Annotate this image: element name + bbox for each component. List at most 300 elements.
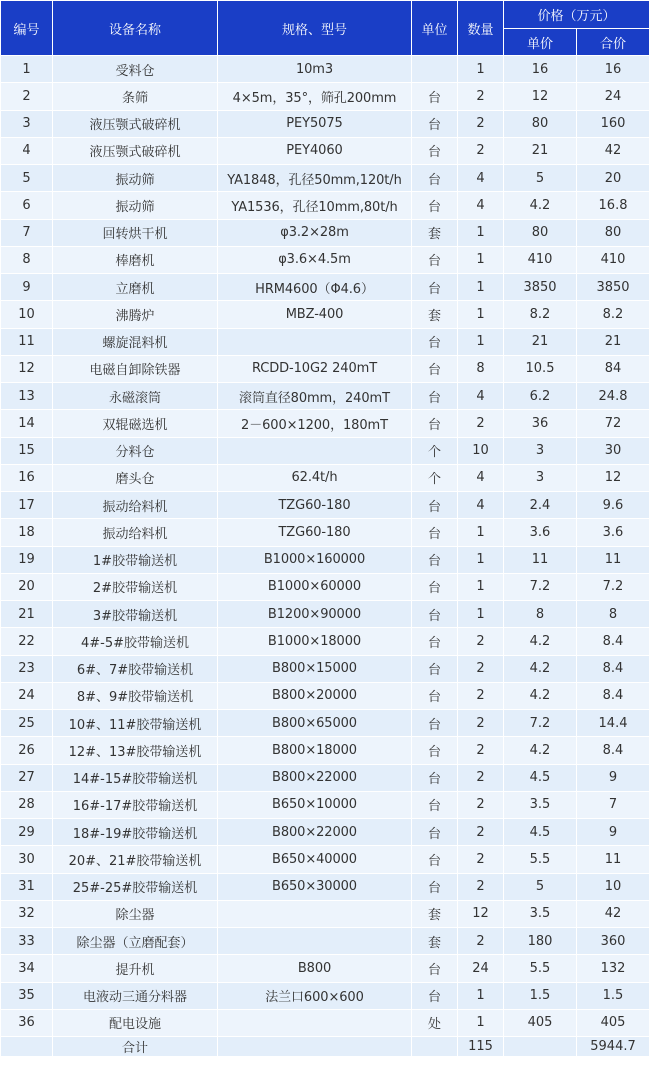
cell-unit-price: 180 [504,928,577,955]
cell-name: 沸腾炉 [53,301,218,328]
cell-unit-price: 410 [504,246,577,273]
cell-total-price: 8 [577,601,649,628]
cell-spec: PEY5075 [218,110,412,137]
cell-qty: 2 [458,846,504,873]
cell-total-price: 14.4 [577,710,649,737]
cell-unit-price: 1.5 [504,982,577,1009]
cell-no: 21 [1,601,53,628]
table-row [1,601,649,628]
cell-unit-price: 21 [504,328,577,355]
cell-name: 2#胶带输送机 [53,573,218,600]
cell-unit-price: 10.5 [504,355,577,382]
cell-qty: 4 [458,383,504,410]
cell-no: 11 [1,328,53,355]
table-row [1,737,649,764]
cell-no: 8 [1,246,53,273]
cell-qty: 2 [458,928,504,955]
total-row [1,1037,649,1057]
cell-unit: 台 [412,546,458,573]
table-row [1,492,649,519]
cell-qty: 1 [458,219,504,246]
cell-unit-price: 6.2 [504,383,577,410]
cell-qty: 1 [458,601,504,628]
table-row [1,464,649,491]
table-row [1,246,649,273]
cell-unit: 台 [412,137,458,164]
total-label: 合计 [53,1037,218,1057]
cell-unit: 台 [412,165,458,192]
cell-qty: 2 [458,737,504,764]
cell-total-price: 42 [577,900,649,927]
table-row [1,710,649,737]
cell-no: 29 [1,819,53,846]
cell-total-price: 72 [577,410,649,437]
cell-qty: 12 [458,900,504,927]
cell-no: 34 [1,955,53,982]
cell-total-price: 8.4 [577,628,649,655]
cell-total-price: 24.8 [577,383,649,410]
cell-qty: 2 [458,628,504,655]
cell-spec: B1000×18000 [218,628,412,655]
cell-unit: 台 [412,846,458,873]
table-row [1,955,649,982]
cell-no: 27 [1,764,53,791]
header-qty: 数量 [458,1,504,56]
cell-qty: 1 [458,982,504,1009]
cell-total-price: 42 [577,137,649,164]
cell-unit: 台 [412,355,458,382]
cell-spec: B800×18000 [218,737,412,764]
cell-no: 32 [1,900,53,927]
cell-name: 16#-17#胶带输送机 [53,791,218,818]
cell-spec: TZG60-180 [218,519,412,546]
cell-unit-price: 3850 [504,274,577,301]
cell-name: 20#、21#胶带输送机 [53,846,218,873]
cell-unit-price: 5 [504,165,577,192]
total-spec-cell [218,1037,412,1057]
cell-unit: 个 [412,464,458,491]
total-no-cell [1,1037,53,1057]
cell-qty: 2 [458,655,504,682]
cell-spec [218,437,412,464]
cell-unit: 套 [412,900,458,927]
cell-name: 电液动三通分料器 [53,982,218,1009]
cell-unit: 套 [412,928,458,955]
cell-no: 19 [1,546,53,573]
cell-name: 双辊磁选机 [53,410,218,437]
cell-qty: 4 [458,464,504,491]
table-row [1,192,649,219]
cell-unit-price: 4.2 [504,737,577,764]
cell-name: 条筛 [53,83,218,110]
cell-unit-price: 16 [504,56,577,83]
cell-unit-price: 12 [504,83,577,110]
cell-total-price: 3.6 [577,519,649,546]
cell-unit [412,56,458,83]
cell-unit: 台 [412,601,458,628]
cell-no: 23 [1,655,53,682]
cell-name: 12#、13#胶带输送机 [53,737,218,764]
cell-spec: B800×15000 [218,655,412,682]
cell-name: 分料仓 [53,437,218,464]
cell-qty: 4 [458,165,504,192]
cell-unit: 台 [412,492,458,519]
cell-qty: 1 [458,519,504,546]
cell-name: 4#-5#胶带输送机 [53,628,218,655]
table-row [1,137,649,164]
table-row [1,83,649,110]
table-row [1,819,649,846]
cell-no: 5 [1,165,53,192]
cell-no: 2 [1,83,53,110]
cell-name: 振动筛 [53,192,218,219]
cell-total-price: 8.2 [577,301,649,328]
cell-unit: 台 [412,110,458,137]
cell-name: 10#、11#胶带输送机 [53,710,218,737]
cell-unit: 台 [412,83,458,110]
cell-qty: 24 [458,955,504,982]
cell-spec: TZG60-180 [218,492,412,519]
cell-no: 33 [1,928,53,955]
cell-total-price: 405 [577,1009,649,1036]
cell-total-price: 21 [577,328,649,355]
cell-no: 30 [1,846,53,873]
cell-qty: 10 [458,437,504,464]
cell-unit: 台 [412,383,458,410]
table-row [1,873,649,900]
cell-name: 回转烘干机 [53,219,218,246]
cell-unit: 台 [412,328,458,355]
cell-unit: 台 [412,655,458,682]
header-price: 价格（万元） [504,1,649,29]
cell-no: 10 [1,301,53,328]
cell-unit-price: 405 [504,1009,577,1036]
cell-total-price: 360 [577,928,649,955]
table-row [1,982,649,1009]
cell-qty: 2 [458,410,504,437]
header-name: 设备名称 [53,1,218,56]
cell-unit-price: 3.5 [504,791,577,818]
cell-unit-price: 4.2 [504,655,577,682]
cell-name: 振动给料机 [53,519,218,546]
cell-qty: 2 [458,764,504,791]
cell-no: 4 [1,137,53,164]
cell-unit-price: 36 [504,410,577,437]
cell-no: 17 [1,492,53,519]
cell-qty: 8 [458,355,504,382]
cell-no: 13 [1,383,53,410]
cell-name: 8#、9#胶带输送机 [53,682,218,709]
cell-total-price: 84 [577,355,649,382]
cell-spec: B1000×160000 [218,546,412,573]
header-spec: 规格、型号 [218,1,412,56]
cell-no: 28 [1,791,53,818]
table-row [1,519,649,546]
cell-name: 液压颚式破碎机 [53,137,218,164]
cell-spec: 滚筒直径80mm，240mT [218,383,412,410]
cell-qty: 1 [458,1009,504,1036]
cell-unit-price: 3.6 [504,519,577,546]
cell-spec: MBZ-400 [218,301,412,328]
cell-total-price: 3850 [577,274,649,301]
table-row [1,274,649,301]
cell-unit-price: 8.2 [504,301,577,328]
table-row [1,764,649,791]
cell-unit-price: 4.2 [504,682,577,709]
cell-total-price: 8.4 [577,655,649,682]
cell-unit-price: 4.2 [504,628,577,655]
cell-spec: 10m3 [218,56,412,83]
cell-name: 立磨机 [53,274,218,301]
cell-unit-price: 80 [504,110,577,137]
cell-name: 配电设施 [53,1009,218,1036]
table-row [1,437,649,464]
cell-total-price: 7 [577,791,649,818]
cell-total-price: 11 [577,846,649,873]
cell-spec: 4×5m，35°，筛孔200mm [218,83,412,110]
table-row [1,219,649,246]
cell-unit: 处 [412,1009,458,1036]
cell-no: 24 [1,682,53,709]
cell-unit: 台 [412,710,458,737]
cell-unit-price: 2.4 [504,492,577,519]
cell-total-price: 9.6 [577,492,649,519]
cell-unit-price: 11 [504,546,577,573]
table-row [1,328,649,355]
cell-no: 22 [1,628,53,655]
cell-unit-price: 3.5 [504,900,577,927]
cell-unit: 套 [412,219,458,246]
cell-total-price: 7.2 [577,573,649,600]
cell-spec: PEY4060 [218,137,412,164]
cell-unit: 台 [412,246,458,273]
cell-no: 7 [1,219,53,246]
cell-total-price: 410 [577,246,649,273]
table-row [1,355,649,382]
cell-unit-price: 80 [504,219,577,246]
cell-unit-price: 4.5 [504,819,577,846]
header-unit: 单位 [412,1,458,56]
cell-no: 9 [1,274,53,301]
cell-unit-price: 5 [504,873,577,900]
cell-no: 12 [1,355,53,382]
cell-name: 螺旋混料机 [53,328,218,355]
cell-spec: φ3.6×4.5m [218,246,412,273]
cell-spec: 2－600×1200，180mT [218,410,412,437]
cell-total-price: 9 [577,819,649,846]
cell-unit-price: 5.5 [504,846,577,873]
cell-no: 3 [1,110,53,137]
cell-unit-price: 3 [504,464,577,491]
cell-spec: B1200×90000 [218,601,412,628]
cell-spec: B800×65000 [218,710,412,737]
header-total-price: 合价 [577,29,649,56]
cell-name: 受料仓 [53,56,218,83]
cell-unit: 台 [412,573,458,600]
header-unit-price: 单价 [504,29,577,56]
cell-unit: 台 [412,873,458,900]
cell-spec: B650×10000 [218,791,412,818]
cell-qty: 2 [458,682,504,709]
cell-total-price: 80 [577,219,649,246]
cell-no: 16 [1,464,53,491]
cell-spec [218,1009,412,1036]
table-row [1,1009,649,1036]
cell-qty: 1 [458,301,504,328]
cell-qty: 4 [458,492,504,519]
cell-qty: 2 [458,819,504,846]
cell-unit: 个 [412,437,458,464]
cell-total-price: 9 [577,764,649,791]
cell-name: 液压颚式破碎机 [53,110,218,137]
cell-unit-price: 3 [504,437,577,464]
total-unit-price-cell [504,1037,577,1057]
cell-unit: 台 [412,819,458,846]
cell-qty: 2 [458,710,504,737]
cell-name: 3#胶带输送机 [53,601,218,628]
cell-unit: 套 [412,301,458,328]
cell-unit: 台 [412,628,458,655]
table-row [1,165,649,192]
table-row [1,928,649,955]
cell-unit: 台 [412,519,458,546]
cell-qty: 2 [458,137,504,164]
table-row [1,410,649,437]
cell-qty: 1 [458,246,504,273]
cell-spec: 法兰口600×600 [218,982,412,1009]
total-unit-cell [412,1037,458,1057]
cell-spec [218,328,412,355]
table-row [1,110,649,137]
table-row [1,573,649,600]
table-row [1,301,649,328]
cell-unit-price: 5.5 [504,955,577,982]
cell-spec [218,900,412,927]
cell-name: 14#-15#胶带输送机 [53,764,218,791]
table-row [1,900,649,927]
cell-no: 14 [1,410,53,437]
table-body [1,56,649,1037]
cell-spec: RCDD-10G2 240mT [218,355,412,382]
cell-spec: B800×20000 [218,682,412,709]
table-row [1,546,649,573]
cell-no: 35 [1,982,53,1009]
cell-total-price: 12 [577,464,649,491]
cell-spec: B1000×60000 [218,573,412,600]
cell-total-price: 16 [577,56,649,83]
cell-no: 36 [1,1009,53,1036]
cell-no: 15 [1,437,53,464]
table-row [1,655,649,682]
cell-no: 20 [1,573,53,600]
cell-unit: 台 [412,791,458,818]
cell-no: 6 [1,192,53,219]
cell-qty: 2 [458,110,504,137]
cell-total-price: 10 [577,873,649,900]
table-row [1,791,649,818]
cell-unit-price: 7.2 [504,710,577,737]
cell-total-price: 160 [577,110,649,137]
cell-qty: 2 [458,791,504,818]
table-row [1,383,649,410]
cell-no: 18 [1,519,53,546]
cell-unit: 台 [412,955,458,982]
cell-total-price: 8.4 [577,737,649,764]
cell-total-price: 8.4 [577,682,649,709]
cell-spec: B800×22000 [218,764,412,791]
cell-unit-price: 4.5 [504,764,577,791]
cell-no: 1 [1,56,53,83]
cell-total-price: 11 [577,546,649,573]
cell-spec: B650×30000 [218,873,412,900]
cell-total-price: 16.8 [577,192,649,219]
cell-no: 26 [1,737,53,764]
cell-spec: 62.4t/h [218,464,412,491]
cell-spec: B800 [218,955,412,982]
cell-unit: 台 [412,682,458,709]
cell-unit-price: 4.2 [504,192,577,219]
cell-spec: HRM4600（Φ4.6） [218,274,412,301]
cell-spec: YA1536，孔径10mm,80t/h [218,192,412,219]
cell-no: 31 [1,873,53,900]
table-header [1,1,649,56]
cell-unit-price: 7.2 [504,573,577,600]
cell-qty: 2 [458,83,504,110]
cell-name: 6#、7#胶带输送机 [53,655,218,682]
cell-name: 25#-25#胶带输送机 [53,873,218,900]
cell-unit: 台 [412,274,458,301]
cell-qty: 1 [458,573,504,600]
cell-no: 25 [1,710,53,737]
cell-spec: φ3.2×28m [218,219,412,246]
cell-name: 振动给料机 [53,492,218,519]
cell-name: 18#-19#胶带输送机 [53,819,218,846]
header-no: 编号 [1,1,53,56]
cell-spec [218,928,412,955]
cell-unit: 台 [412,764,458,791]
cell-unit: 台 [412,192,458,219]
table-row [1,846,649,873]
cell-name: 磨头仓 [53,464,218,491]
cell-qty: 4 [458,192,504,219]
cell-total-price: 30 [577,437,649,464]
cell-name: 永磁滚筒 [53,383,218,410]
total-qty: 115 [458,1037,504,1057]
cell-name: 棒磨机 [53,246,218,273]
cell-spec: B650×40000 [218,846,412,873]
cell-unit: 台 [412,410,458,437]
cell-spec: B800×22000 [218,819,412,846]
cell-name: 电磁自卸除铁器 [53,355,218,382]
cell-qty: 1 [458,546,504,573]
cell-unit-price: 8 [504,601,577,628]
cell-unit-price: 21 [504,137,577,164]
cell-qty: 2 [458,873,504,900]
cell-qty: 1 [458,56,504,83]
table-row [1,56,649,83]
cell-name: 振动筛 [53,165,218,192]
cell-name: 1#胶带输送机 [53,546,218,573]
cell-name: 除尘器 [53,900,218,927]
cell-name: 提升机 [53,955,218,982]
cell-total-price: 20 [577,165,649,192]
total-sum: 5944.7 [577,1037,649,1057]
cell-total-price: 132 [577,955,649,982]
cell-spec: YA1848，孔径50mm,120t/h [218,165,412,192]
cell-qty: 1 [458,274,504,301]
cell-qty: 1 [458,328,504,355]
table-row [1,682,649,709]
